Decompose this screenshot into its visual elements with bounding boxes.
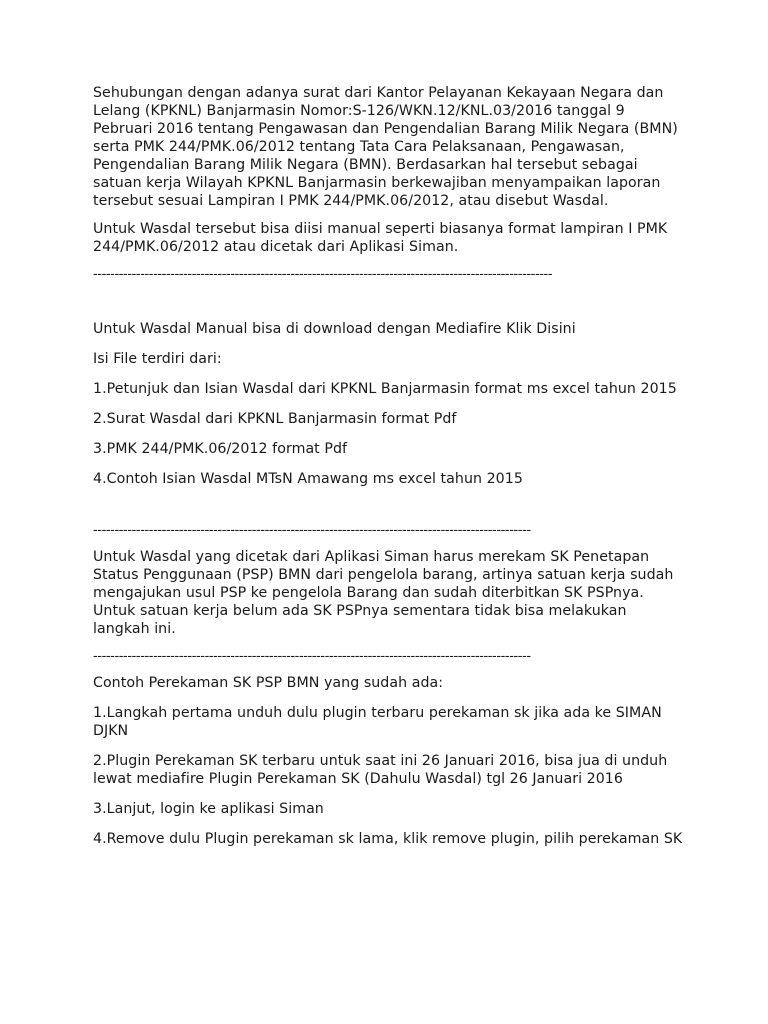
intro-paragraph-2: Untuk Wasdal tersebut bisa diisi manual seperti biasanya format lampiran I PMK 244/PMK.06/2012 atau dicetak dari Aplikasi Siman.: [93, 221, 668, 255]
steps-list-item: 1.Langkah pertama unduh dulu plugin terbaru perekaman sk jika ada ke SIMAN DJKN: [93, 705, 662, 739]
manual-subheading: Isi File terdiri dari:: [93, 351, 222, 367]
document-page: [93, 84, 683, 860]
manual-list-item: 2.Surat Wasdal dari KPKNL Banjarmasin format Pdf: [93, 411, 457, 427]
separator-line: ------------------------------------------------------------------------------------------------------: [93, 649, 531, 664]
steps-list-item: 3.Lanjut, login ke aplikasi Siman: [93, 801, 324, 817]
siman-paragraph: Untuk Wasdal yang dicetak dari Aplikasi Siman harus merekam SK Penetapan Status Penggunaan (PSP) BMN dari pengelola barang, artinya satuan kerja sudah mengajukan usul PSP ke pengelola Barang dan sudah diterbitkan SK PSPnya. Untuk satuan kerja belum ada SK PSPnya sementara tidak bisa melakukan langkah ini.: [93, 549, 674, 637]
steps-list-item: 4.Remove dulu Plugin perekaman sk lama, klik remove plugin, pilih perekaman SK: [93, 831, 683, 847]
intro-paragraph-1: Sehubungan dengan adanya surat dari Kantor Pelayanan Kekayaan Negara dan Lelang (KPKNL) Banjarmasin Nomor:S-126/WKN.12/KNL.03/2016 tanggal 9 Pebruari 2016 tentang Pengawasan dan Pengendalian Barang Milik Negara (BMN) serta PMK 244/PMK.06/2012 tentang Tata Cara Pelaksanaan, Pengawasan, Pengendalian Barang Milik Negara (BMN). Berdasarkan hal tersebut sebagai satuan kerja Wilayah KPKNL Banjarmasin berkewajiban menyampaikan laporan tersebut sesuai Lampiran I PMK 244/PMK.06/2012, atau disebut Wasdal.: [93, 85, 678, 209]
separator-line: -----------------------------------------------------------------------------------------------------------: [93, 267, 553, 282]
separator-line: ------------------------------------------------------------------------------------------------------: [93, 523, 531, 538]
steps-list-item: 2.Plugin Perekaman SK terbaru untuk saat ini 26 Januari 2016, bisa jua di unduh lewat mediafire Plugin Perekaman SK (Dahulu Wasdal) tgl 26 Januari 2016: [93, 753, 668, 787]
manual-list-item: 3.PMK 244/PMK.06/2012 format Pdf: [93, 441, 348, 457]
manual-list-item: 4.Contoh Isian Wasdal MTsN Amawang ms excel tahun 2015: [93, 471, 523, 487]
manual-list-item: 1.Petunjuk dan Isian Wasdal dari KPKNL Banjarmasin format ms excel tahun 2015: [93, 381, 677, 397]
manual-heading: Untuk Wasdal Manual bisa di download dengan Mediafire Klik Disini: [93, 321, 576, 337]
steps-heading: Contoh Perekaman SK PSP BMN yang sudah ada:: [93, 675, 444, 691]
